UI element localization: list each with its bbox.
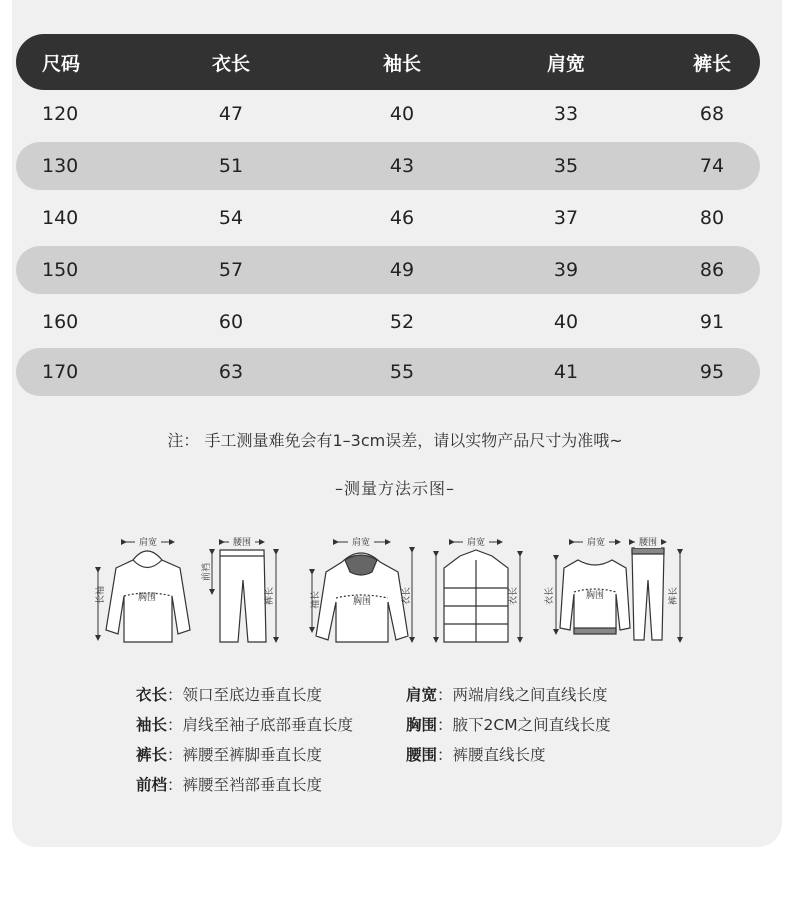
legend-separator: ： xyxy=(437,686,453,704)
label-pants-length: 裤长 xyxy=(265,586,275,606)
legend-key: 袖长 xyxy=(136,716,168,734)
legend-item xyxy=(136,710,353,740)
legend-value: 领口至底边垂直长度 xyxy=(182,686,323,704)
cell-shoulder: 33 xyxy=(553,103,579,125)
cell-pants: 68 xyxy=(699,103,725,125)
legend-item xyxy=(406,710,611,740)
label-front-rise: 前裆 xyxy=(202,562,212,582)
table-row xyxy=(16,194,760,242)
legend-right xyxy=(406,680,611,770)
cell-size: 150 xyxy=(42,259,79,281)
label-shoulder: 肩宽 xyxy=(351,538,371,548)
cell-sleeve: 49 xyxy=(389,259,415,281)
legend-key: 胸围 xyxy=(406,716,438,734)
cell-size: 120 xyxy=(42,103,79,125)
cell-length: 57 xyxy=(218,259,244,281)
label-sleeve-length: 袖长 xyxy=(311,590,321,610)
cell-size: 160 xyxy=(42,311,79,333)
puffer-vest-icon xyxy=(444,550,508,642)
legend-item xyxy=(136,740,353,770)
jogger-pants-icon xyxy=(632,548,664,640)
label-waist: 腰围 xyxy=(638,538,658,548)
cell-shoulder: 39 xyxy=(553,259,579,281)
legend-item xyxy=(136,770,353,800)
label-chest: 胸围 xyxy=(137,593,157,603)
label-shoulder: 肩宽 xyxy=(466,538,486,548)
cell-length: 47 xyxy=(218,103,244,125)
label-waist: 腰围 xyxy=(232,538,252,548)
cell-length: 63 xyxy=(218,361,244,383)
legend-left xyxy=(136,680,353,800)
cell-shoulder: 35 xyxy=(553,155,579,177)
cell-pants: 74 xyxy=(699,155,725,177)
table-row xyxy=(16,298,760,346)
legend-key: 腰围 xyxy=(406,746,438,764)
label-body-length: 衣长 xyxy=(509,586,519,606)
cell-pants: 91 xyxy=(699,311,725,333)
legend-separator: ： xyxy=(437,716,453,734)
cell-sleeve: 40 xyxy=(389,103,415,125)
label-shoulder: 肩宽 xyxy=(586,538,606,548)
legend-separator: ： xyxy=(167,746,183,764)
cell-size: 170 xyxy=(42,361,79,383)
legend-separator: ： xyxy=(167,716,183,734)
table-row xyxy=(16,90,760,138)
cell-size: 130 xyxy=(42,155,79,177)
legend-separator: ： xyxy=(167,686,183,704)
cell-size: 140 xyxy=(42,207,79,229)
legend-key: 前档 xyxy=(136,776,168,794)
cell-sleeve: 43 xyxy=(389,155,415,177)
legend-value: 腋下2CM之间直线长度 xyxy=(452,716,611,734)
cell-sleeve: 46 xyxy=(389,207,415,229)
legend-value: 裤腰直线长度 xyxy=(452,746,546,764)
diagram-subtitle: –测量方法示图– xyxy=(334,479,455,498)
header-pants: 裤长 xyxy=(692,52,731,75)
legend-item xyxy=(406,740,611,770)
legend-separator: ： xyxy=(167,776,183,794)
cell-sleeve: 55 xyxy=(389,361,415,383)
label-shoulder: 肩宽 xyxy=(138,538,158,548)
cell-sleeve: 52 xyxy=(389,311,415,333)
cell-length: 54 xyxy=(218,207,244,229)
label-sleeve-v: 长袖 xyxy=(96,585,106,605)
legend-item xyxy=(406,680,611,710)
legend-value: 裤腰至裤脚垂直长度 xyxy=(182,746,323,764)
table-row xyxy=(16,246,760,294)
measurement-diagrams xyxy=(0,520,790,660)
table-header xyxy=(16,34,760,90)
header-size: 尺码 xyxy=(42,52,81,75)
header-sleeve: 袖长 xyxy=(382,52,421,75)
label-pants-length: 裤长 xyxy=(669,586,679,606)
legend-value: 肩线至袖子底部垂直长度 xyxy=(182,716,354,734)
label-body-length: 衣长 xyxy=(402,586,412,606)
label-chest: 胸围 xyxy=(585,591,605,601)
label-chest: 胸围 xyxy=(352,597,372,607)
measurement-note: 注： 手工测量难免会有1–3cm误差，请以实物产品尺寸为准哦~ xyxy=(167,431,623,450)
legend-value: 两端肩线之间直线长度 xyxy=(452,686,608,704)
legend-key: 肩宽 xyxy=(406,686,438,704)
cell-shoulder: 41 xyxy=(553,361,579,383)
table-row xyxy=(16,348,760,396)
cell-pants: 86 xyxy=(699,259,725,281)
cell-pants: 95 xyxy=(699,361,725,383)
legend-key: 衣长 xyxy=(136,686,168,704)
cell-shoulder: 37 xyxy=(553,207,579,229)
header-shoulder: 肩宽 xyxy=(546,52,585,75)
pants-outline-icon xyxy=(220,550,266,642)
cell-length: 51 xyxy=(218,155,244,177)
header-length: 衣长 xyxy=(211,52,250,75)
legend-key: 裤长 xyxy=(136,746,168,764)
legend-value: 裤腰至裆部垂直长度 xyxy=(182,776,323,794)
label-body-length: 衣长 xyxy=(545,586,555,606)
cell-shoulder: 40 xyxy=(553,311,579,333)
legend-item xyxy=(136,680,353,710)
cell-pants: 80 xyxy=(699,207,725,229)
table-row xyxy=(16,142,760,190)
cell-length: 60 xyxy=(218,311,244,333)
legend-separator: ： xyxy=(437,746,453,764)
